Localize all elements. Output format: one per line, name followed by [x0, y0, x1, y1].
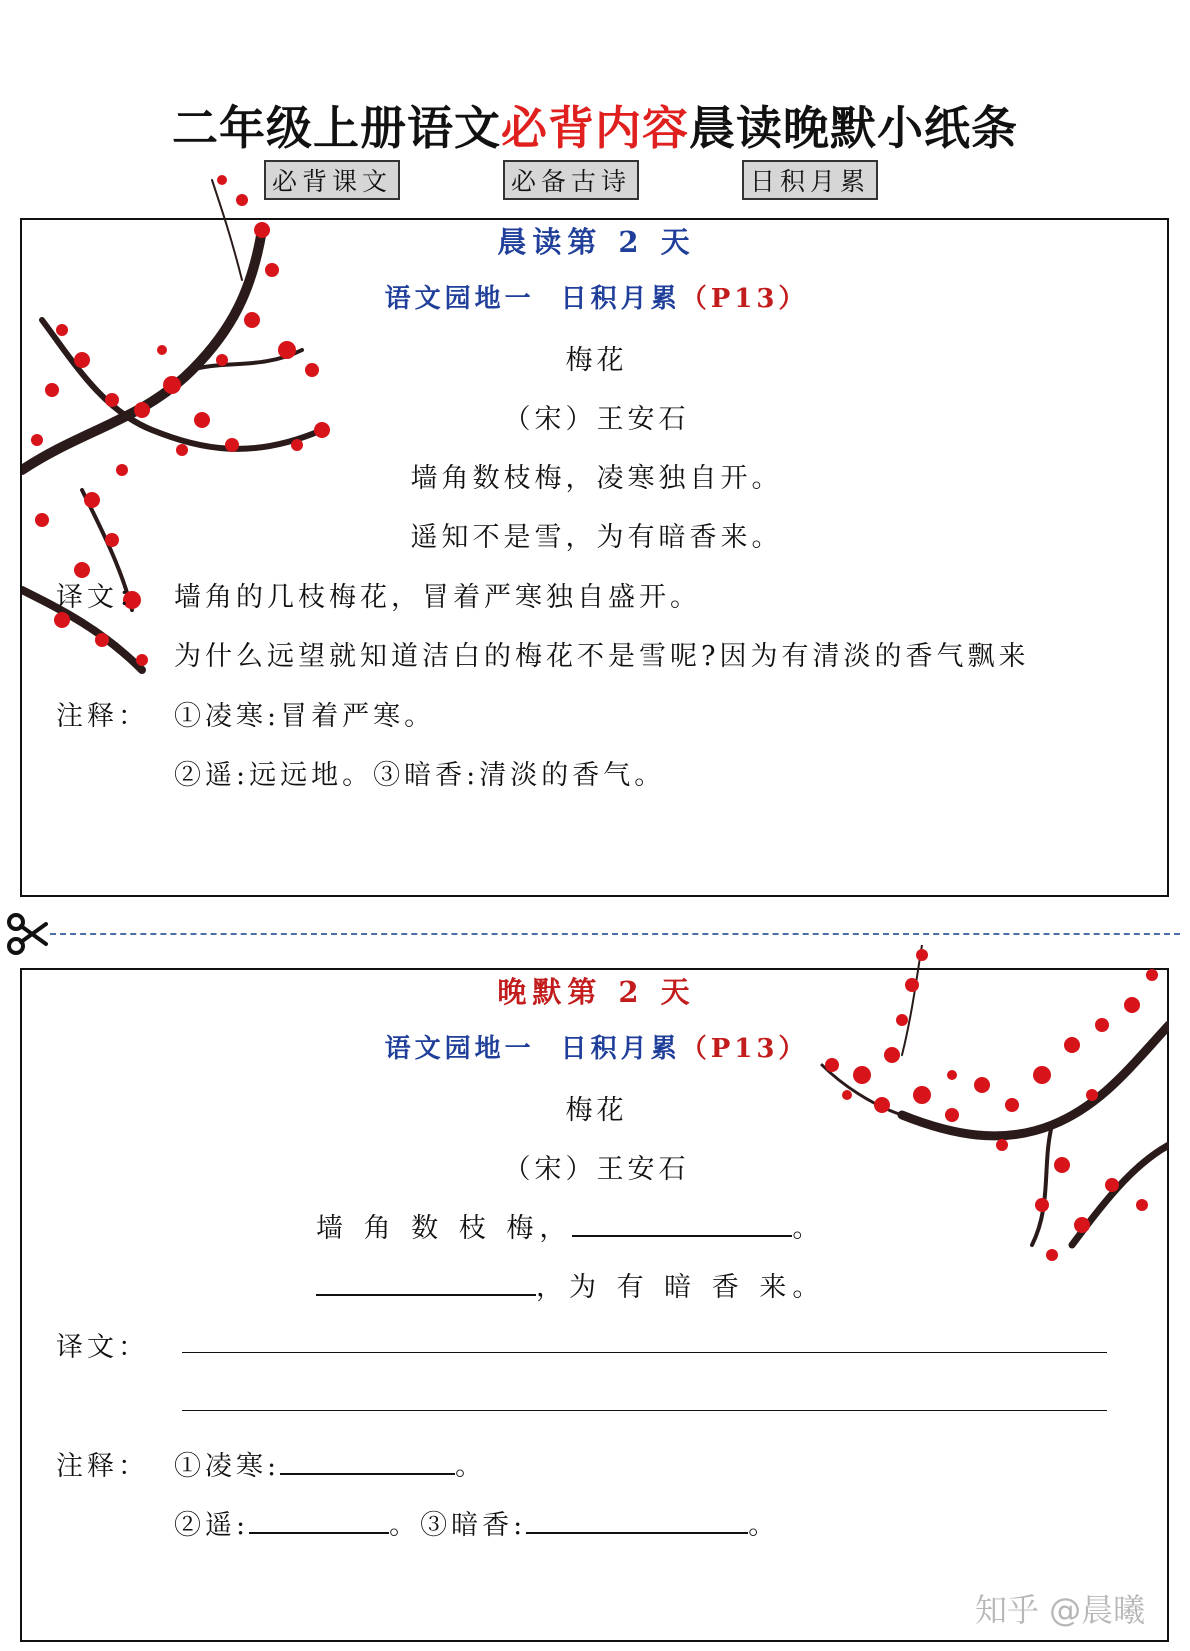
morning-poem-title: 梅花 [565, 345, 628, 376]
watermark: 知乎 @晨曦 [975, 1591, 1146, 1629]
note-1-blank[interactable] [280, 1445, 455, 1475]
evening-poem-author: （宋）王安石 [503, 1154, 690, 1185]
evening-verse-1-prefix: 墙 角 数 枝 梅， [316, 1213, 573, 1244]
evening-subheading-main: 语文园地一 日积月累 [384, 1034, 681, 1064]
evening-note-1-prefix: ①凌寒: [174, 1451, 281, 1482]
morning-verse-1: 墙角数枝梅，凌寒独自开。 [410, 463, 783, 494]
note-3-blank[interactable] [526, 1504, 748, 1534]
translation-blank-line-1[interactable] [182, 1352, 1107, 1353]
evening-note-1-suffix: 。 [455, 1451, 487, 1482]
evening-note-2-suffix: 。 [748, 1510, 780, 1541]
morning-translation-1: 墙角的几枝梅花，冒着严寒独自盛开。 [174, 582, 701, 613]
evening-verse-1 [316, 1206, 823, 1245]
note-2-blank[interactable] [249, 1504, 389, 1534]
morning-note-2: ②遥:远远地。③暗香:清淡的香气。 [174, 760, 666, 791]
morning-translation-2: 为什么远望就知道洁白的梅花不是雪呢?因为有清淡的香气飘来 [174, 641, 1030, 672]
evening-verse-2 [316, 1265, 825, 1304]
title-part1: 二年级上册语文 [172, 101, 501, 155]
evening-subheading-page: （P13） [680, 1034, 809, 1064]
verse-1-blank[interactable] [572, 1207, 792, 1237]
page-title [0, 92, 1190, 158]
verse-2-blank[interactable] [316, 1266, 536, 1296]
morning-subheading [22, 278, 1171, 315]
scissors-icon [6, 912, 50, 956]
evening-note-2 [174, 1503, 779, 1542]
morning-subheading-main: 语文园地一 日积月累 [384, 284, 681, 314]
tag-recite-texts: 必背课文 [264, 160, 400, 200]
title-highlight: 必背内容 [501, 101, 689, 155]
evening-note-1 [174, 1444, 486, 1483]
evening-verse-2-suffix: ，为 有 暗 香 来。 [536, 1272, 826, 1303]
translation-blank-line-2[interactable] [182, 1410, 1107, 1411]
morning-heading: 晨读第 2 天 [497, 225, 696, 259]
evening-poem-title: 梅花 [565, 1095, 628, 1126]
morning-subheading-page: （P13） [680, 284, 809, 314]
morning-notes-label: 注释： [56, 701, 149, 732]
evening-translation-label: 译文： [56, 1332, 149, 1363]
evening-heading: 晚默第 2 天 [497, 975, 696, 1009]
evening-note-2-mid: 。③暗香: [389, 1510, 527, 1541]
morning-note-1: ①凌寒:冒着严寒。 [174, 701, 436, 732]
morning-poem-author: （宋）王安石 [503, 404, 690, 435]
evening-note-2-prefix: ②遥: [174, 1510, 250, 1541]
morning-translation-label: 译文： [56, 582, 149, 613]
evening-notes-label: 注释： [56, 1451, 149, 1482]
evening-subheading [22, 1028, 1171, 1065]
title-part3: 晨读晚默小纸条 [689, 101, 1018, 155]
morning-reading-card [20, 218, 1169, 897]
cut-line [50, 933, 1180, 935]
evening-writing-card [20, 968, 1169, 1642]
tag-daily-accumulation: 日积月累 [742, 160, 878, 200]
evening-verse-1-suffix: 。 [792, 1213, 824, 1244]
tag-ancient-poems: 必备古诗 [503, 160, 639, 200]
morning-verse-2: 遥知不是雪，为有暗香来。 [410, 522, 783, 553]
